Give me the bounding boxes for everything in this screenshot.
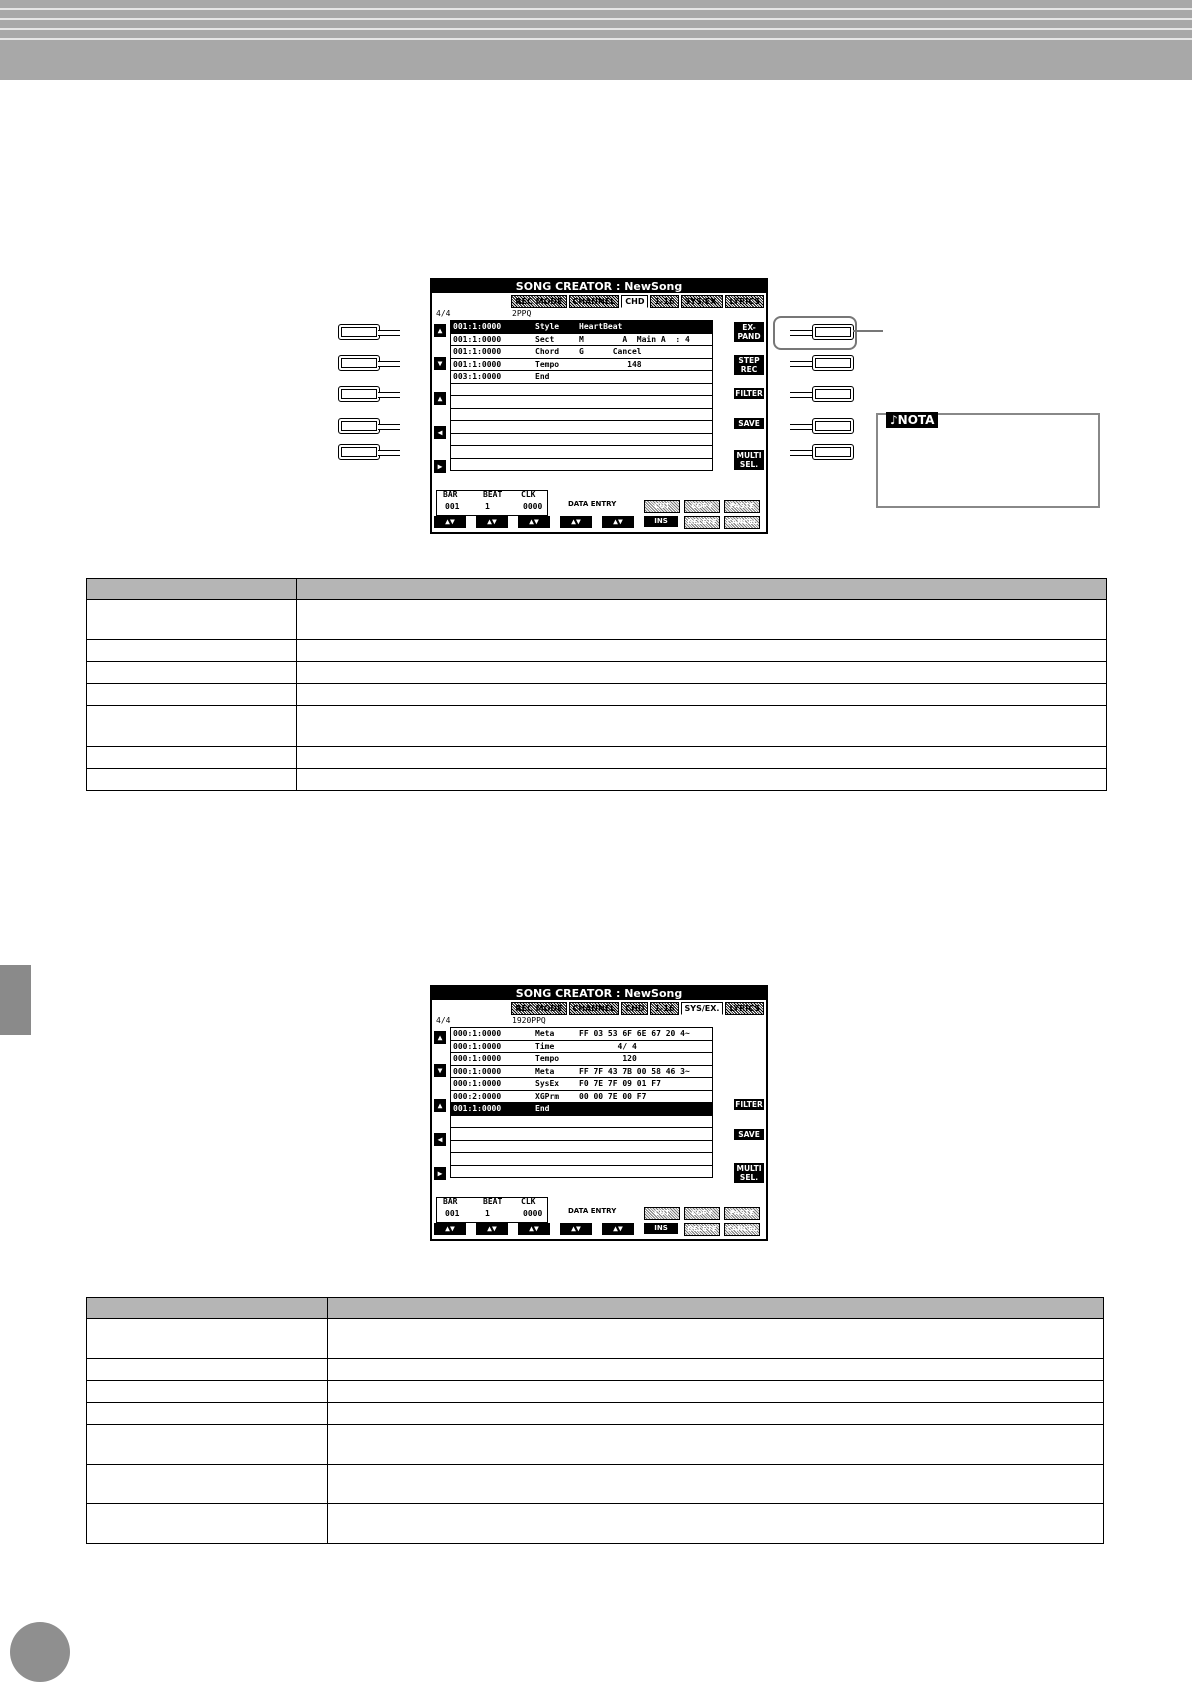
table-row bbox=[87, 1319, 1104, 1359]
tab-lyrics[interactable]: LYRICS bbox=[725, 1002, 764, 1015]
left-panel-button[interactable] bbox=[338, 418, 400, 434]
event-position: 001:1:0000 bbox=[453, 322, 502, 331]
side-button-multi-sel[interactable]: MULTI SEL. bbox=[734, 1163, 764, 1183]
right-arrow-icon[interactable]: ▶ bbox=[434, 1167, 446, 1180]
event-row[interactable] bbox=[451, 371, 712, 384]
tab-chd[interactable]: CHD bbox=[621, 295, 648, 308]
event-table-chd bbox=[86, 578, 1107, 791]
event-row[interactable] bbox=[451, 421, 712, 434]
scroll-down-icon[interactable]: ▼ bbox=[434, 357, 446, 370]
time-signature: 4/4 bbox=[436, 1016, 451, 1025]
position-value-beat: 1 bbox=[485, 502, 490, 511]
side-button-filter[interactable]: FILTER bbox=[735, 1100, 763, 1109]
table-cell bbox=[328, 1465, 1104, 1504]
event-row[interactable] bbox=[451, 321, 712, 334]
event-data: 148 bbox=[579, 359, 642, 369]
table-row bbox=[87, 769, 1107, 791]
side-button-save[interactable]: SAVE bbox=[734, 418, 764, 429]
event-row[interactable] bbox=[451, 1103, 712, 1116]
event-row[interactable] bbox=[451, 1078, 712, 1091]
right-panel-button[interactable] bbox=[790, 418, 852, 434]
table-cell bbox=[328, 1425, 1104, 1465]
table-row bbox=[87, 1425, 1104, 1465]
button-cap bbox=[812, 418, 854, 434]
up-down-arrow-button[interactable]: ▲▼ bbox=[560, 516, 592, 528]
tab-sys-ex-[interactable]: SYS/EX. bbox=[681, 295, 724, 308]
scroll-down-icon[interactable]: ▼ bbox=[434, 1064, 446, 1077]
table-cell bbox=[87, 1319, 328, 1359]
header-stripe bbox=[0, 28, 1192, 30]
song-position-box bbox=[436, 1197, 548, 1223]
table-cell bbox=[87, 684, 297, 706]
header-band bbox=[0, 0, 1192, 80]
table-cell bbox=[328, 1359, 1104, 1381]
event-row[interactable] bbox=[451, 1141, 712, 1154]
position-label-beat: BEAT bbox=[483, 490, 503, 499]
side-button-step-rec[interactable]: STEP REC bbox=[734, 355, 764, 375]
left-panel-button[interactable] bbox=[338, 386, 400, 402]
left-panel-button[interactable] bbox=[338, 444, 400, 460]
event-type: Tempo bbox=[535, 1054, 560, 1063]
event-row[interactable] bbox=[451, 384, 712, 397]
table-cell bbox=[87, 1504, 328, 1544]
table-cell bbox=[297, 684, 1107, 706]
tab-1-16[interactable]: 1-16 bbox=[650, 1002, 678, 1015]
tab-sys-ex-[interactable]: SYS/EX. bbox=[681, 1002, 724, 1015]
event-position: 001:1:0000 bbox=[453, 359, 502, 369]
table-row bbox=[87, 684, 1107, 706]
table-row bbox=[87, 1359, 1104, 1381]
lcd-screen-sysex bbox=[430, 985, 768, 1241]
event-type: Meta bbox=[535, 1029, 555, 1038]
event-position: 000:1:0000 bbox=[453, 1054, 502, 1063]
tab-rec-mode[interactable]: REC MODE bbox=[511, 295, 566, 308]
event-row[interactable] bbox=[451, 1116, 712, 1129]
left-panel-button[interactable] bbox=[338, 355, 400, 371]
tab-rec-mode[interactable]: REC MODE bbox=[511, 1002, 566, 1015]
event-type: End bbox=[535, 372, 550, 381]
event-row[interactable] bbox=[451, 1128, 712, 1141]
resolution-label: 1920PPQ bbox=[512, 1016, 546, 1025]
position-label-clk: CLK bbox=[521, 1197, 536, 1206]
position-value-beat: 1 bbox=[485, 1209, 490, 1218]
delete-button[interactable]: DELETE bbox=[684, 516, 720, 529]
side-button-multi-sel[interactable]: MULTI SEL. bbox=[734, 450, 764, 470]
event-row[interactable] bbox=[451, 346, 712, 359]
chapter-side-tab bbox=[0, 965, 31, 1035]
tab-1-16[interactable]: 1-16 bbox=[650, 295, 678, 308]
button-stem bbox=[790, 450, 812, 456]
table-cell bbox=[328, 1504, 1104, 1544]
scroll-up-icon[interactable]: ▲ bbox=[434, 1031, 446, 1044]
event-list bbox=[450, 1027, 713, 1178]
table-header-row bbox=[87, 1298, 1104, 1319]
event-row[interactable] bbox=[451, 1153, 712, 1166]
button-stem bbox=[378, 392, 400, 398]
event-type: Style bbox=[535, 322, 560, 331]
table-cell bbox=[87, 600, 297, 640]
table-cell bbox=[328, 1381, 1104, 1403]
right-arrow-icon[interactable]: ▶ bbox=[434, 460, 446, 473]
button-stem bbox=[378, 424, 400, 430]
position-value-clk: 0000 bbox=[523, 1209, 543, 1218]
event-position: 000:1:0000 bbox=[453, 1041, 502, 1051]
table-cell bbox=[328, 1319, 1104, 1359]
button-cap bbox=[812, 444, 854, 460]
table-cell bbox=[87, 706, 297, 747]
nota-badge: ♪NOTA bbox=[886, 412, 938, 428]
event-position: 003:1:0000 bbox=[453, 372, 502, 381]
scroll-up-icon[interactable]: ▲ bbox=[434, 324, 446, 337]
event-data: HeartBeat bbox=[579, 322, 623, 331]
up-down-arrow-button[interactable]: ▲▼ bbox=[434, 1223, 466, 1235]
event-position: 000:1:0000 bbox=[453, 1066, 502, 1076]
table-cell bbox=[87, 640, 297, 662]
table-row bbox=[87, 706, 1107, 747]
screen-title: SONG CREATOR : NewSong bbox=[432, 987, 766, 1000]
table-cell bbox=[87, 1403, 328, 1425]
event-row[interactable] bbox=[451, 334, 712, 347]
tab-channel[interactable]: CHANNEL bbox=[569, 1002, 620, 1015]
button-stem bbox=[378, 330, 400, 336]
event-position: 000:2:0000 bbox=[453, 1091, 502, 1101]
event-row[interactable] bbox=[451, 1066, 712, 1079]
table-cell bbox=[87, 1381, 328, 1403]
resolution-label: 2PPQ bbox=[512, 309, 532, 318]
tab-channel[interactable]: CHANNEL bbox=[569, 295, 620, 308]
lcd-screen-chd bbox=[430, 278, 768, 534]
button-cap bbox=[338, 418, 380, 434]
up-down-arrow-button[interactable]: ▲▼ bbox=[602, 516, 634, 528]
table-header-cell bbox=[87, 1298, 328, 1319]
button-cap bbox=[338, 324, 380, 340]
up-down-arrow-button[interactable]: ▲▼ bbox=[560, 1223, 592, 1235]
data-entry-label: DATA ENTRY bbox=[568, 500, 617, 508]
event-row[interactable] bbox=[451, 1028, 712, 1041]
event-list bbox=[450, 320, 713, 471]
event-position: 000:1:0000 bbox=[453, 1029, 502, 1038]
up-down-arrow-button[interactable]: ▲▼ bbox=[602, 1223, 634, 1235]
button-stem bbox=[378, 450, 400, 456]
cut-button[interactable]: CUT bbox=[644, 1207, 680, 1220]
event-type: Sect bbox=[535, 334, 555, 344]
event-type: Chord bbox=[535, 347, 560, 356]
event-row[interactable] bbox=[451, 434, 712, 447]
event-row[interactable] bbox=[451, 1041, 712, 1054]
page-up-icon[interactable]: ▲ bbox=[434, 392, 446, 405]
header-stripe bbox=[0, 8, 1192, 10]
event-position: 000:1:0000 bbox=[453, 1079, 502, 1088]
table-row bbox=[87, 640, 1107, 662]
button-cap bbox=[338, 355, 380, 371]
up-down-arrow-button[interactable]: ▲▼ bbox=[518, 1223, 550, 1235]
callout-line bbox=[853, 330, 883, 332]
song-position-box bbox=[436, 490, 548, 516]
page-number-marker bbox=[10, 1622, 70, 1682]
button-stem bbox=[378, 361, 400, 367]
table-cell bbox=[87, 662, 297, 684]
event-data: FF 03 53 6F 6E 67 20 4~ bbox=[579, 1029, 690, 1038]
cancel-button[interactable]: CANCEL bbox=[724, 516, 760, 529]
event-data: F0 7E 7F 09 01 F7 bbox=[579, 1079, 661, 1088]
table-row bbox=[87, 662, 1107, 684]
time-signature: 4/4 bbox=[436, 309, 451, 318]
side-button-save[interactable]: SAVE bbox=[734, 1129, 764, 1140]
up-down-arrow-button[interactable]: ▲▼ bbox=[434, 516, 466, 528]
table-cell bbox=[297, 747, 1107, 769]
position-value-bar: 001 bbox=[445, 502, 460, 511]
delete-button[interactable]: DELETE bbox=[684, 1223, 720, 1236]
data-entry-label: DATA ENTRY bbox=[568, 1207, 617, 1215]
side-button-filter[interactable]: FILTER bbox=[735, 389, 763, 398]
cancel-button[interactable]: CANCEL bbox=[724, 1223, 760, 1236]
tab-chd[interactable]: CHD bbox=[621, 1002, 648, 1015]
tab-bar bbox=[511, 1002, 764, 1014]
ins-button[interactable]: INS bbox=[644, 1223, 678, 1234]
table-cell bbox=[297, 706, 1107, 747]
event-row[interactable] bbox=[451, 446, 712, 459]
button-cap bbox=[812, 386, 854, 402]
paste-button[interactable]: PASTE bbox=[724, 500, 760, 513]
position-value-clk: 0000 bbox=[523, 502, 543, 511]
table-row bbox=[87, 600, 1107, 640]
button-cap bbox=[338, 444, 380, 460]
table-cell bbox=[87, 1425, 328, 1465]
event-position: 001:1:0000 bbox=[453, 334, 502, 344]
header-stripe bbox=[0, 38, 1192, 40]
table-row bbox=[87, 1403, 1104, 1425]
screen-title: SONG CREATOR : NewSong bbox=[432, 280, 766, 293]
nota-box bbox=[876, 413, 1100, 508]
event-data: M A Main A : 4 bbox=[579, 334, 690, 344]
button-cap bbox=[338, 386, 380, 402]
right-panel-button[interactable] bbox=[790, 355, 852, 371]
event-row[interactable] bbox=[451, 1053, 712, 1066]
event-data: 00 00 7E 00 F7 bbox=[579, 1091, 647, 1101]
table-header-cell bbox=[297, 579, 1107, 600]
position-label-bar: BAR bbox=[443, 490, 458, 499]
table-cell bbox=[87, 1465, 328, 1504]
left-panel-button[interactable] bbox=[338, 324, 400, 340]
event-position: 001:1:0000 bbox=[453, 347, 502, 356]
page-up-icon[interactable]: ▲ bbox=[434, 1099, 446, 1112]
position-label-bar: BAR bbox=[443, 1197, 458, 1206]
right-panel-button[interactable] bbox=[790, 444, 852, 460]
button-stem bbox=[790, 392, 812, 398]
table-row bbox=[87, 1504, 1104, 1544]
event-row[interactable] bbox=[451, 359, 712, 372]
event-type: SysEx bbox=[535, 1079, 560, 1088]
position-value-bar: 001 bbox=[445, 1209, 460, 1218]
event-type: XGPrm bbox=[535, 1091, 560, 1101]
tab-bar bbox=[511, 295, 764, 307]
table-cell bbox=[297, 640, 1107, 662]
table-cell bbox=[297, 600, 1107, 640]
copy-button[interactable]: COPY bbox=[684, 1207, 720, 1220]
position-label-clk: CLK bbox=[521, 490, 536, 499]
event-data: 120 bbox=[579, 1054, 637, 1063]
event-type: Time bbox=[535, 1041, 555, 1051]
event-position: 001:1:0000 bbox=[453, 1104, 502, 1113]
tab-lyrics[interactable]: LYRICS bbox=[725, 295, 764, 308]
event-row[interactable] bbox=[451, 396, 712, 409]
event-type: Tempo bbox=[535, 359, 560, 369]
event-row[interactable] bbox=[451, 1166, 712, 1178]
button-stem bbox=[790, 361, 812, 367]
table-cell bbox=[87, 769, 297, 791]
button-cap bbox=[812, 355, 854, 371]
table-cell bbox=[87, 747, 297, 769]
ex-pand-button-highlight bbox=[773, 316, 857, 350]
table-header-cell bbox=[328, 1298, 1104, 1319]
event-data: FF 7F 43 7B 00 58 46 3~ bbox=[579, 1066, 690, 1076]
event-type: End bbox=[535, 1104, 550, 1113]
copy-button[interactable]: COPY bbox=[684, 500, 720, 513]
up-down-arrow-button[interactable]: ▲▼ bbox=[476, 516, 508, 528]
table-cell bbox=[328, 1403, 1104, 1425]
event-type: Meta bbox=[535, 1066, 555, 1076]
event-table-sysex bbox=[86, 1297, 1104, 1544]
table-cell bbox=[87, 1359, 328, 1381]
table-cell bbox=[297, 662, 1107, 684]
side-button-ex-pand[interactable]: EX- PAND bbox=[734, 322, 764, 342]
left-arrow-icon[interactable]: ◀ bbox=[434, 426, 446, 439]
paste-button[interactable]: PASTE bbox=[724, 1207, 760, 1220]
table-row bbox=[87, 1381, 1104, 1403]
table-header-cell bbox=[87, 579, 297, 600]
table-row bbox=[87, 747, 1107, 769]
up-down-arrow-button[interactable]: ▲▼ bbox=[476, 1223, 508, 1235]
table-row bbox=[87, 1465, 1104, 1504]
table-cell bbox=[297, 769, 1107, 791]
event-data: 4/ 4 bbox=[579, 1041, 637, 1051]
event-row[interactable] bbox=[451, 459, 712, 471]
event-row[interactable] bbox=[451, 1091, 712, 1104]
event-data: G Cancel bbox=[579, 347, 642, 356]
header-stripe bbox=[0, 18, 1192, 20]
right-panel-button[interactable] bbox=[790, 386, 852, 402]
position-label-beat: BEAT bbox=[483, 1197, 503, 1206]
table-header-row bbox=[87, 579, 1107, 600]
cut-button[interactable]: CUT bbox=[644, 500, 680, 513]
ins-button[interactable]: INS bbox=[644, 516, 678, 527]
event-row[interactable] bbox=[451, 409, 712, 422]
button-stem bbox=[790, 424, 812, 430]
up-down-arrow-button[interactable]: ▲▼ bbox=[518, 516, 550, 528]
left-arrow-icon[interactable]: ◀ bbox=[434, 1133, 446, 1146]
